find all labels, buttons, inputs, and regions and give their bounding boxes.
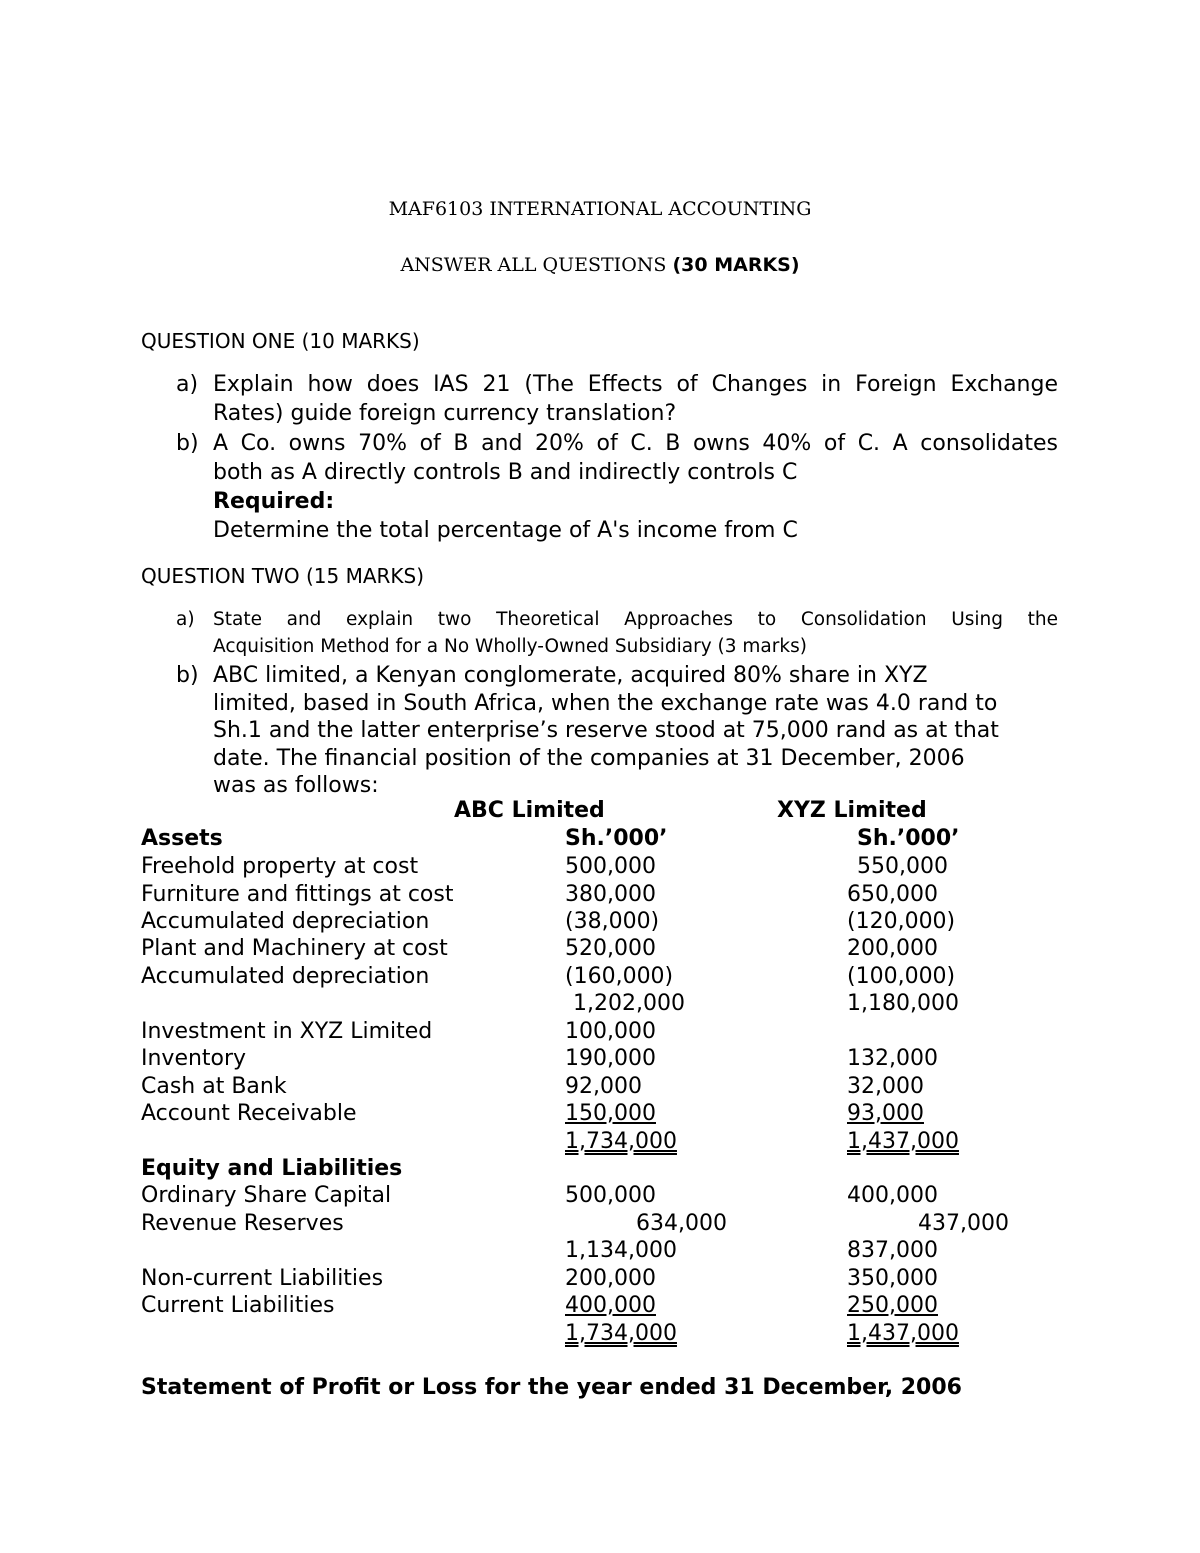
table-row-total: 1,734,000 1,437,000 <box>565 1321 959 1346</box>
part-label: b) <box>176 431 199 456</box>
equity-heading: Equity and Liabilities <box>141 1156 403 1181</box>
table-row: Current Liabilities 400,000 250,000 <box>141 1293 938 1318</box>
table-row: Furniture and fittings at cost 380,000 650,000 <box>141 882 938 907</box>
table-row: Cash at Bank 92,000 32,000 <box>141 1074 924 1099</box>
question-one-part-b <box>0 429 1200 549</box>
equity-heading-row <box>0 1156 1200 1184</box>
question-one-heading: QUESTION ONE (10 MARKS) <box>141 329 420 353</box>
table-row: Freehold property at cost 500,000 550,000 <box>141 854 948 879</box>
abc-unit: Sh.’000’ <box>565 826 668 851</box>
xyz-unit: Sh.’000’ <box>857 826 960 851</box>
table-row: Accumulated depreciation (38,000) (120,000) <box>141 909 956 934</box>
instruction-marks: (30 MARKS) <box>672 254 800 276</box>
table-row: Revenue Reserves 634,000 437,000 <box>141 1211 1009 1236</box>
table-row: Plant and Machinery at cost 520,000 200,000 <box>141 936 938 961</box>
course-title: MAF6103 INTERNATIONAL ACCOUNTING <box>388 198 812 220</box>
part-label: b) <box>176 663 199 688</box>
required-label: Required: <box>213 489 335 514</box>
table-row: Non-current Liabilities 200,000 350,000 <box>141 1266 938 1291</box>
table-row-subtotal: 1,134,000 837,000 <box>565 1238 938 1263</box>
question-one-part-a <box>0 370 1200 430</box>
table-row: Account Receivable 150,000 93,000 <box>141 1101 924 1126</box>
part-text: ABC limited, a Kenyan conglomerate, acquired 80% share in XYZ limited, based in South Africa, when the exchange rate was 4.0 rand to Sh.1 and the latter enterprise’s reserve stood at 75,000 rand as at that date. The financial position of the companies at 31 December, 2006 was as follows: <box>213 663 999 798</box>
question-two-part-a <box>0 606 1200 662</box>
question-two-part-b <box>0 662 1200 802</box>
company-xyz-header: XYZ Limited <box>777 798 927 823</box>
part-text: State and explain two Theoretical Approaches to Consolidation Using the Acquisition Method for a No Wholly-Owned Subsidiary (3 marks) <box>213 609 1058 657</box>
part-text: Explain how does IAS 21 (The Effects of Changes in Foreign Exchange Rates) guide foreign currency translation? <box>213 372 1058 426</box>
table-row: Inventory 190,000 132,000 <box>141 1046 938 1071</box>
part-label: a) <box>176 372 199 397</box>
assets-heading: Assets <box>141 826 223 851</box>
table-row-subtotal: 1,202,000 1,180,000 <box>573 991 959 1016</box>
table-row: Ordinary Share Capital 500,000 400,000 <box>141 1183 938 1208</box>
profit-loss-heading: Statement of Profit or Loss for the year ended 31 December, 2006 <box>141 1375 962 1400</box>
instruction-line <box>0 254 1200 276</box>
table-company-header <box>0 798 1200 826</box>
company-abc-header: ABC Limited <box>454 798 605 823</box>
table-unit-header <box>0 826 1200 854</box>
table-row-total: 1,734,000 1,437,000 <box>565 1129 959 1154</box>
question-two-heading: QUESTION TWO (15 MARKS) <box>141 564 425 588</box>
part-label: a) <box>176 609 195 630</box>
part-text: A Co. owns 70% of B and 20% of C. B owns 40% of C. A consolidates both as A directly controls B and indirectly controls C Required: Determine the total percentage of A's income from C <box>213 431 1058 543</box>
table-row: Accumulated depreciation (160,000) (100,000) <box>141 964 956 989</box>
required-task: Determine the total percentage of A's income from C <box>213 518 798 543</box>
table-row: Investment in XYZ Limited 100,000 <box>141 1019 656 1044</box>
instruction-text: ANSWER ALL QUESTIONS <box>400 254 667 276</box>
